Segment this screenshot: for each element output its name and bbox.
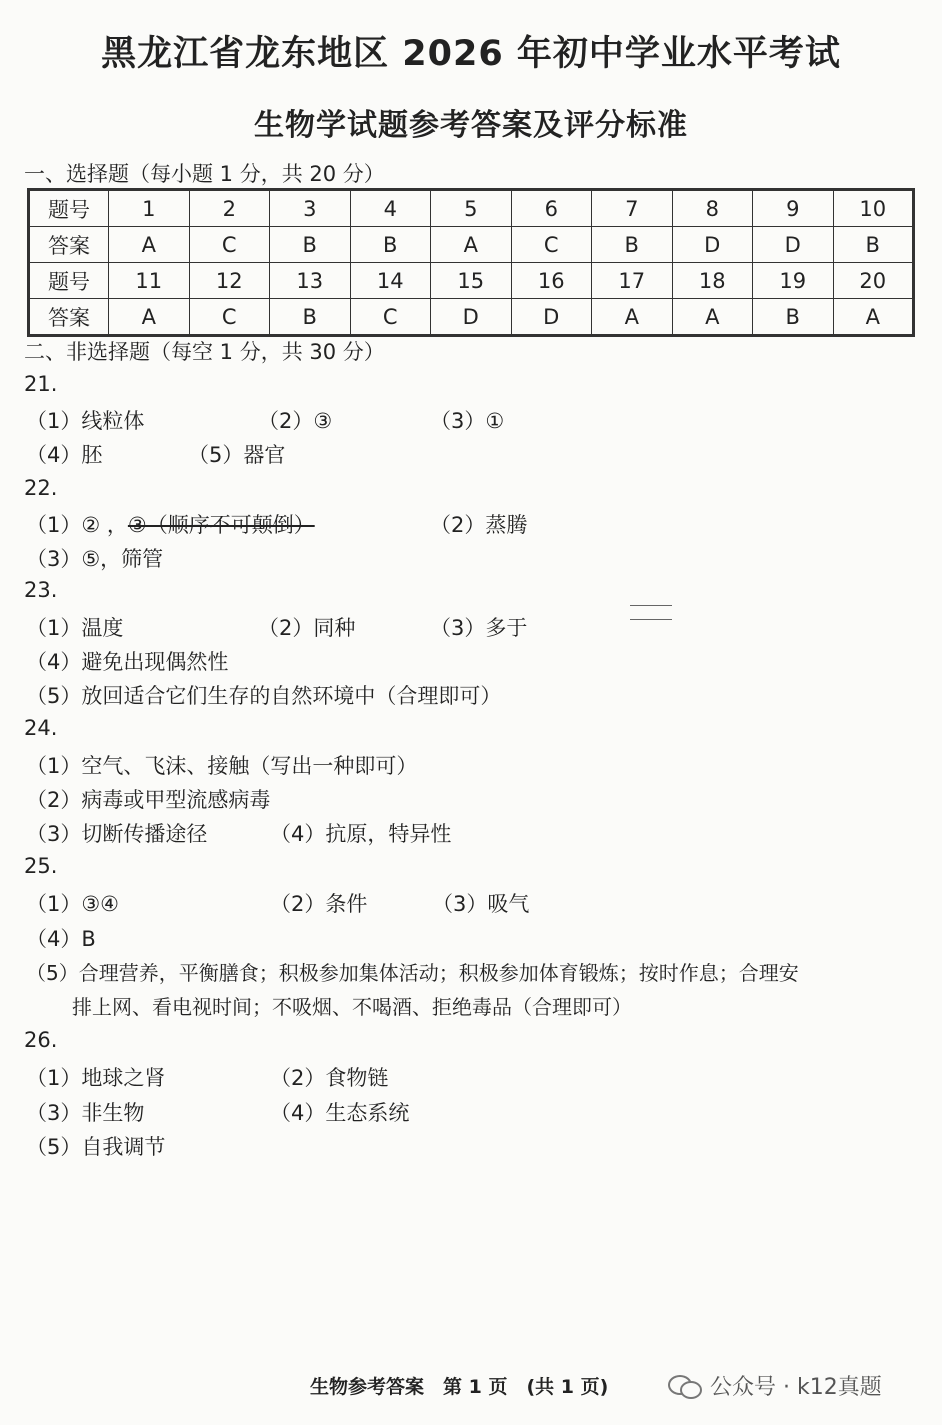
question-number: 21. [24, 372, 58, 396]
table-cell: B [270, 227, 351, 263]
answer-text: （1）温度 [26, 616, 124, 640]
table-cell: 18 [672, 263, 753, 299]
table-cell: C [189, 227, 270, 263]
answer-text: （4）生态系统 [270, 1101, 410, 1125]
answer-text: （2）病毒或甲型流感病毒 [26, 788, 271, 812]
table-cell: 11 [109, 263, 190, 299]
table-cell: 9 [753, 190, 834, 227]
table-cell: 15 [431, 263, 512, 299]
table-cell: A [672, 299, 753, 336]
question-number: 23. [24, 578, 58, 602]
answer-text: （1）③④ [26, 892, 120, 916]
table-cell: 2 [189, 190, 270, 227]
answer-text: （3）⑤，筛管 [26, 547, 164, 571]
table-cell: 19 [753, 263, 834, 299]
table-cell: B [592, 227, 673, 263]
answer-text: （3）切断传播途径 [26, 822, 208, 846]
table-cell: A [431, 227, 512, 263]
table-cell: 7 [592, 190, 673, 227]
answer-text: （2）条件 [270, 892, 368, 916]
table-cell: 14 [350, 263, 431, 299]
table-cell: A [833, 299, 914, 336]
table-cell: 1 [109, 190, 190, 227]
table-cell: A [109, 227, 190, 263]
answer-text: （5）器官 [188, 443, 286, 467]
section1-heading: 一、选择题（每小题 1 分，共 20 分） [24, 162, 385, 186]
answer-part: （1）② ， [26, 513, 128, 537]
answer-text: （2）蒸腾 [430, 513, 528, 537]
question-number: 24. [24, 716, 58, 740]
table-cell: 3 [270, 190, 351, 227]
answer-text: （3）① [430, 409, 505, 433]
row-label: 题号 [29, 190, 109, 227]
answer-text: （4）抗原，特异性 [270, 822, 452, 846]
answer-text: （2）③ [258, 409, 333, 433]
answer-text: （5）放回适合它们生存的自然环境中（合理即可） [26, 684, 502, 708]
table-cell: 16 [511, 263, 592, 299]
table-cell: B [350, 227, 431, 263]
table-row [29, 299, 914, 336]
document-title: 黑龙江省龙东地区 2026 年初中学业水平考试 [101, 34, 841, 74]
table-cell: D [511, 299, 592, 336]
table-cell: 5 [431, 190, 512, 227]
table-row [29, 190, 914, 227]
answer-table [27, 188, 915, 337]
table-cell: D [431, 299, 512, 336]
table-cell: D [753, 227, 834, 263]
table-cell: B [270, 299, 351, 336]
table-cell: C [189, 299, 270, 336]
table-cell: A [592, 299, 673, 336]
table-cell: D [672, 227, 753, 263]
table-row [29, 227, 914, 263]
struck-text: ③（顺序不可颠倒） [127, 513, 315, 537]
table-cell: 10 [833, 190, 914, 227]
answer-text: （5）合理营养，平衡膳食；积极参加集体活动；积极参加体育锻炼；按时作息；合理安 [26, 961, 799, 985]
table-cell: B [833, 227, 914, 263]
document-subtitle: 生物学试题参考答案及评分标准 [254, 108, 688, 143]
answer-text: （3）吸气 [432, 892, 530, 916]
section2-heading: 二、非选择题（每空 1 分，共 30 分） [24, 340, 385, 364]
row-label: 答案 [29, 299, 109, 336]
answer-text [26, 509, 315, 539]
answer-text: （5）自我调节 [26, 1135, 166, 1159]
table-cell: 12 [189, 263, 270, 299]
table-cell: 4 [350, 190, 431, 227]
table-cell: A [109, 299, 190, 336]
question-number: 26. [24, 1028, 58, 1052]
answer-text: （1）地球之肾 [26, 1066, 166, 1090]
table-cell: 13 [270, 263, 351, 299]
table-cell: 8 [672, 190, 753, 227]
page-footer: 生物参考答案 第 1 页 (共 1 页) [310, 1376, 609, 1398]
question-number: 22. [24, 476, 58, 500]
row-label: 题号 [29, 263, 109, 299]
table-row [29, 263, 914, 299]
answer-text: （4）避免出现偶然性 [26, 650, 229, 674]
answer-text: 排上网、看电视时间；不吸烟、不喝酒、拒绝毒品（合理即可） [72, 995, 632, 1019]
table-cell: B [753, 299, 834, 336]
answer-text: （1）线粒体 [26, 409, 145, 433]
row-label: 答案 [29, 227, 109, 263]
wechat-icon [668, 1373, 702, 1399]
table-cell: 6 [511, 190, 592, 227]
answer-text: （3）非生物 [26, 1101, 145, 1125]
table-cell: C [511, 227, 592, 263]
table-cell: C [350, 299, 431, 336]
question-number: 25. [24, 854, 58, 878]
double-line-mark [630, 605, 672, 620]
watermark [668, 1370, 882, 1401]
answer-text: （2）同种 [258, 616, 356, 640]
watermark-text: 公众号 · k12真题 [710, 1375, 882, 1400]
answer-text: （2）食物链 [270, 1066, 389, 1090]
answer-text: （3）多于 [430, 616, 528, 640]
answer-text: （4）B [26, 927, 96, 951]
table-cell: 20 [833, 263, 914, 299]
answer-text: （1）空气、飞沫、接触（写出一种即可） [26, 754, 418, 778]
table-cell: 17 [592, 263, 673, 299]
answer-text: （4）胚 [26, 443, 103, 467]
